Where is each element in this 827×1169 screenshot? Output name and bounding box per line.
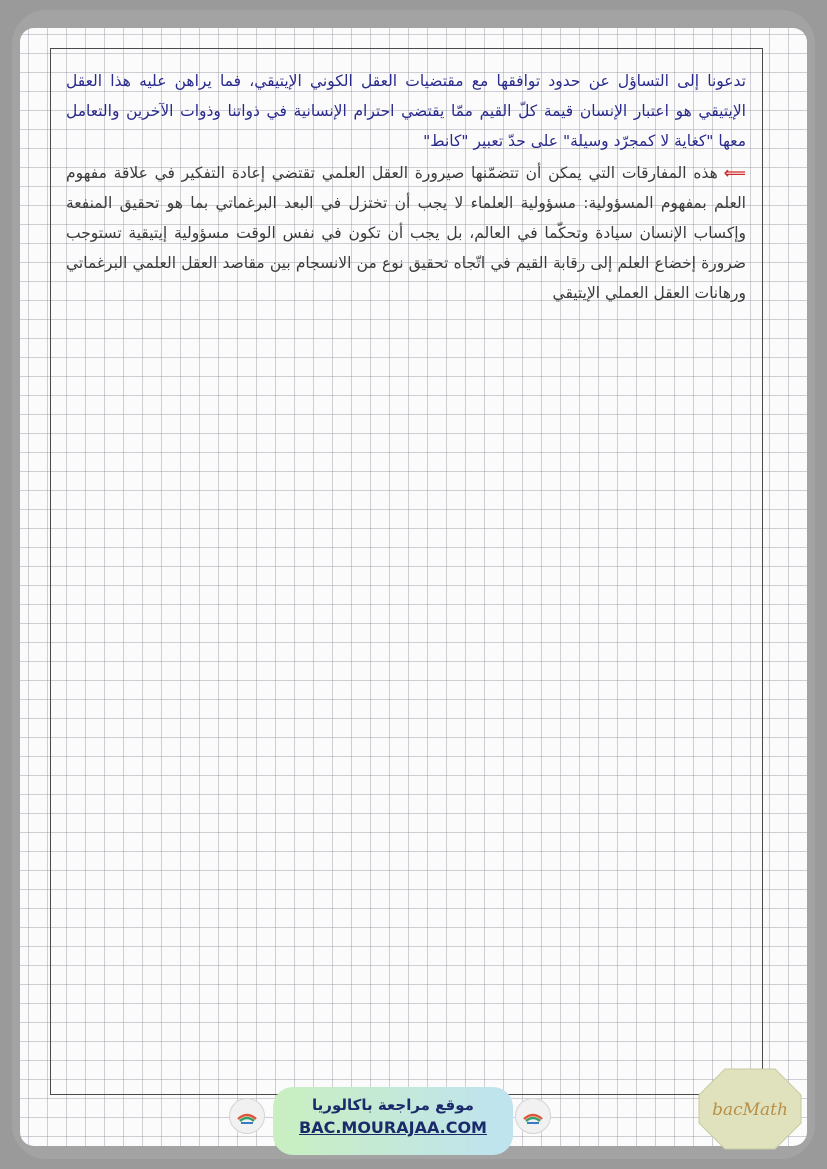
site-url-link[interactable]: BAC.MOURAJAA.COM	[299, 1118, 487, 1137]
paragraph-1: تدعونا إلى التساؤل عن حدود توافقها مع مقتضيات العقل الكوني الإيتيقي، فما يراهن عليه هذا العقل الإيتيقي هو اعتبار الإنسان قيمة كلّ القيم ممّا يقتضي احترام الإنسانية في ذواتنا وذوات الآخرين والتعامل معها "كغاية لا كمجرّد وسيلة" على حدّ تعبير "كانط"	[66, 72, 746, 150]
left-margin-line	[50, 48, 51, 1094]
paragraph-2	[66, 158, 746, 308]
right-margin-line	[762, 48, 763, 1094]
bacmath-logo-text: bacMath	[712, 1100, 788, 1120]
paragraph-2-text: هذه المفارقات التي يمكن أن تتضمّنها صيرورة العقل العلمي تقتضي إعادة التفكير في علاقة مفهوم العلم بمفهوم المسؤولية: مسؤولية العلماء لا يجب أن تختزل في البعد البرغماتي بما هو تحقيق المنفعة وإكساب الإنسان سيادة وتحكّما في العالم، بل يجب أن تكون في نفس الوقت مسؤولية إيتيقية تستوجب ضرورة إخضاع العلم إلى رقابة القيم في اتّجاه تحقيق نوع من الانسجام بين مقاصد العقل العلمي البرغماتي ورهانات العقل العملي الإيتيقي	[66, 164, 746, 302]
top-margin-line	[50, 48, 763, 49]
handwritten-text	[66, 66, 746, 308]
site-logo-icon	[229, 1098, 265, 1134]
bacmath-logo	[697, 1067, 803, 1151]
site-badge[interactable]	[273, 1087, 513, 1155]
site-name: موقع مراجعة باكالوريا	[312, 1096, 474, 1114]
site-logo-icon	[515, 1098, 551, 1134]
graph-paper-sheet	[20, 28, 807, 1146]
arrow-icon: ⟸	[723, 164, 746, 182]
